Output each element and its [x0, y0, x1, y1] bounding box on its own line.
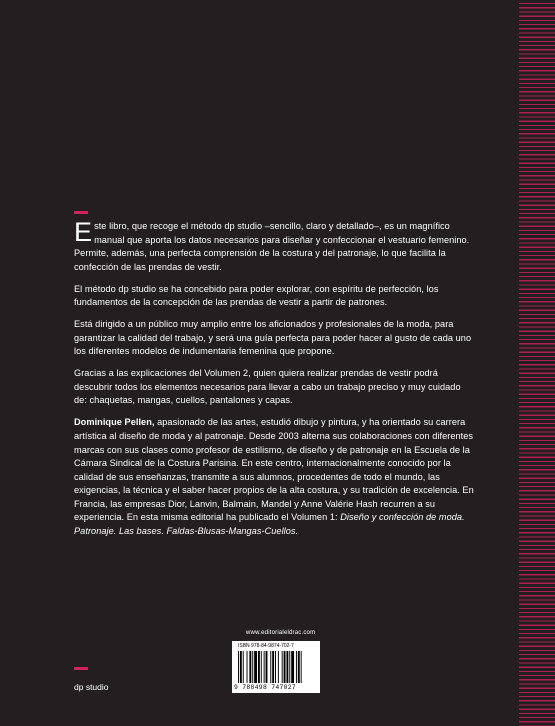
decorative-stripe-pattern [519, 0, 555, 726]
paragraph-volume2: Gracias a las explicaciones del Volumen 2, quien quiera realizar prendas de vestir podrá descubrir todos los elementos necesarios para llevar a cabo un trabajo preciso y muy cuidado de: chaquetas, mangas, cuellos, pantalones y capas. [74, 368, 461, 406]
brand-label: dp studio [74, 682, 109, 692]
barcode [232, 641, 320, 693]
back-cover-text [74, 217, 474, 547]
barcode-bars [238, 651, 314, 683]
dropcap: E [74, 217, 93, 247]
paragraph-method: El método dp studio se ha concebido para poder explorar, con espíritu de perfección, los fundamentos de la concepción de las prendas de vestir a partir de patrones. [74, 283, 439, 308]
intro-paragraph [74, 217, 474, 274]
accent-mark-top [74, 211, 88, 214]
bio-text: apasionado de las artes, estudió dibujo y pintura, y ha orientado su carrera artística al diseño de moda y al patronaje. Desde 2003 alterna sus colaboraciones con diferentes marcas con sus clases como profesor de estilismo, de diseño y de patronaje en la Escuela de la Cámara Sindical de la Costura Parisina. En este centro, internacionalmente conocido por la calidad de sus enseñanzas, transmite a sus alumnos, procedentes de todo el mundo, las exigencias, la técnica y el saber hacer propios de la alta costura, y su tradición de excelencia. En Francia, las empresas Dior, Lanvin, Balmain, Mandel y Anne Valérie Hash recurren a su experiencia. En esta misma editorial ha publicado el Volumen 1: [74, 417, 474, 523]
accent-mark-bottom [74, 667, 88, 670]
publisher-url: www.editorialeldrac.com [246, 630, 316, 636]
paragraph-audience: Está dirigido a un público muy amplio entre los aficionados y profesionales de la moda, para garantizar la calidad del trabajo, y será una guía perfecta para poder hacer al gusto de cada uno los diferentes modelos de indumentaria femenina que propone. [74, 319, 472, 357]
barcode-digits: 9 788498 747027 [234, 684, 297, 691]
isbn-text: ISBN 978-84-9874-702-7 [238, 643, 294, 649]
volume1-title: Diseño y confección de moda. Patronaje. Las bases. Faldas-Blusas-Mangas-Cuellos. [74, 512, 465, 537]
author-name: Dominique Pellen, [74, 417, 155, 428]
intro-text: ste libro, que recoge el método dp studio –sencillo, claro y detallado–, es un magnífico manual que aporta los datos necesarios para diseñar y confeccionar el vestuario femenino. Permite, además, una perfecta comprensión de la costura y del patronaje, lo que facilita la confección de las prendas de vestir. [74, 221, 470, 272]
author-bio [74, 416, 474, 538]
